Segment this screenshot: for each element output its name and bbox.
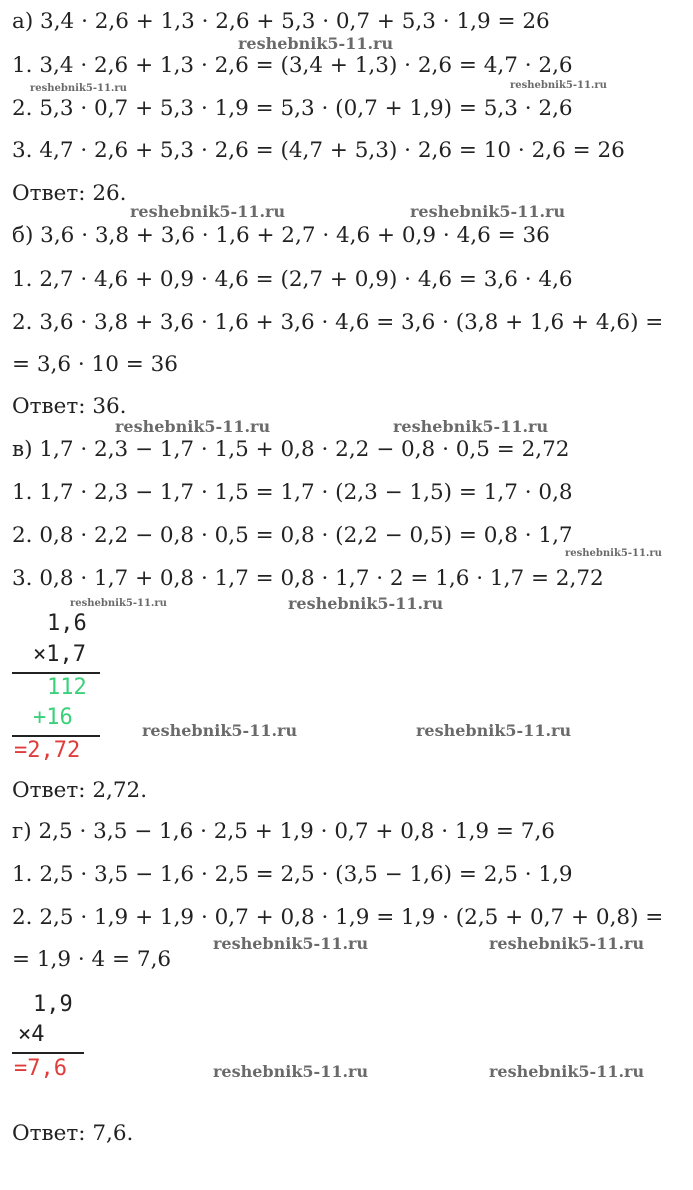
problem-a-step-2: 2. 5,3 · 0,7 + 5,3 · 1,9 = 5,3 · (0,7 + 1,9) = 5,3 · 2,6 [12,96,573,121]
problem-b-statement: б) 3,6 · 3,8 + 3,6 · 1,6 + 2,7 · 4,6 + 0,9 · 4,6 = 36 [12,223,550,248]
calc1-multiplier: ×1,7 [33,642,86,667]
calc2-multiplier: ×4 [18,1022,45,1047]
watermark: reshebnik5-11.ru [410,202,566,221]
problem-v-step-2: 2. 0,8 · 2,2 − 0,8 · 0,5 = 0,8 · (2,2 − 0,5) = 0,8 · 1,7 [12,523,573,548]
watermark: reshebnik5-11.ru [416,721,572,740]
problem-a-step-1: 1. 3,4 · 2,6 + 1,3 · 2,6 = (3,4 + 1,3) · 2,6 = 4,7 · 2,6 [12,53,573,78]
calc1-multiplicand: 1,6 [47,611,87,636]
problem-a-statement: а) 3,4 · 2,6 + 1,3 · 2,6 + 5,3 · 0,7 + 5,3 · 1,9 = 26 [12,9,550,34]
calc1-partial-1: 112 [47,675,87,700]
problem-g-statement: г) 2,5 · 3,5 − 1,6 · 2,5 + 1,9 · 0,7 + 0,8 · 1,9 = 7,6 [12,819,555,844]
problem-v-step-1: 1. 1,7 · 2,3 − 1,7 · 1,5 = 1,7 · (2,3 − 1,5) = 1,7 · 0,8 [12,480,573,505]
watermark: reshebnik5-11.ru [142,721,298,740]
watermark: reshebnik5-11.ru [130,202,286,221]
watermark: reshebnik5-11.ru [213,934,369,953]
calc1-result: =2,72 [14,738,81,763]
calc2-result: =7,6 [14,1056,67,1081]
calc2-multiplicand: 1,9 [33,992,73,1017]
calc1-partial-2: +16 [33,705,73,730]
watermark: reshebnik5-11.ru [393,417,549,436]
problem-b-answer: Ответ: 36. [12,394,127,419]
watermark: reshebnik5-11.ru [489,1062,645,1081]
problem-b-step-1: 1. 2,7 · 4,6 + 0,9 · 4,6 = (2,7 + 0,9) · 4,6 = 3,6 · 4,6 [12,267,573,292]
watermark: reshebnik5-11.ru [70,598,167,609]
problem-v-statement: в) 1,7 · 2,3 − 1,7 · 1,5 + 0,8 · 2,2 − 0,8 · 0,5 = 2,72 [12,437,570,462]
watermark: reshebnik5-11.ru [238,34,394,53]
watermark: reshebnik5-11.ru [115,417,271,436]
problem-b-step-2-continued: = 3,6 · 10 = 36 [12,352,178,377]
problem-g-step-2: 2. 2,5 · 1,9 + 1,9 · 0,7 + 0,8 · 1,9 = 1,9 · (2,5 + 0,7 + 0,8) = [12,905,664,930]
problem-a-answer: Ответ: 26. [12,181,127,206]
problem-a-step-3: 3. 4,7 · 2,6 + 5,3 · 2,6 = (4,7 + 5,3) · 2,6 = 10 · 2,6 = 26 [12,138,625,163]
watermark: reshebnik5-11.ru [510,80,607,91]
watermark: reshebnik5-11.ru [30,83,127,94]
problem-g-step-2-continued: = 1,9 · 4 = 7,6 [12,947,172,972]
watermark: reshebnik5-11.ru [489,934,645,953]
watermark: reshebnik5-11.ru [213,1062,369,1081]
problem-v-answer: Ответ: 2,72. [12,778,148,803]
problem-v-step-3: 3. 0,8 · 1,7 + 0,8 · 1,7 = 0,8 · 1,7 · 2 = 1,6 · 1,7 = 2,72 [12,566,604,591]
watermark: reshebnik5-11.ru [288,594,444,613]
calc2-rule [12,1052,84,1054]
problem-b-step-2: 2. 3,6 · 3,8 + 3,6 · 1,6 + 3,6 · 4,6 = 3,6 · (3,8 + 1,6 + 4,6) = [12,310,664,335]
problem-g-answer: Ответ: 7,6. [12,1121,134,1146]
problem-g-step-1: 1. 2,5 · 3,5 − 1,6 · 2,5 = 2,5 · (3,5 − 1,6) = 2,5 · 1,9 [12,862,573,887]
watermark: reshebnik5-11.ru [565,548,662,559]
